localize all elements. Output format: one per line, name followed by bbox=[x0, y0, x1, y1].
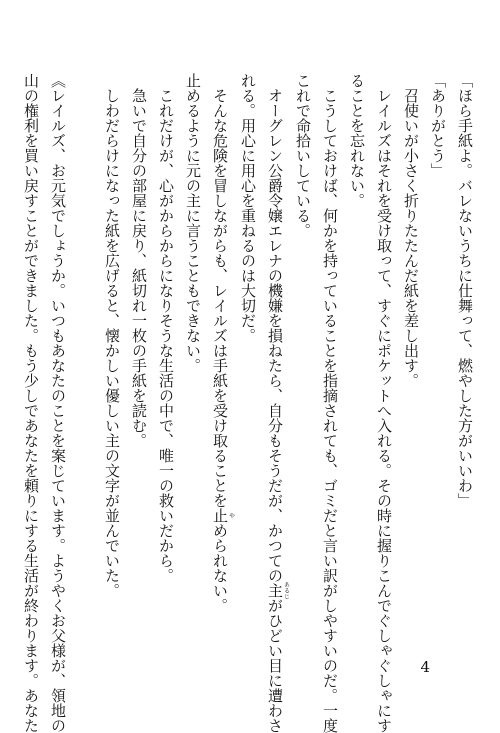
text-column: レイルズはそれを受け取って、すぐにポケットへ入れる。その時に握りこんでぐしゃぐしゃにす bbox=[375, 73, 393, 733]
text-column: こうしておけば、何かを持っていることを指摘されても、ゴミだと言い訳がしやすいのだ。一度 bbox=[321, 73, 339, 733]
text-column: 山の権利を買い戻すことができました。もう少しであなたを頼りにする生活が終わります。あなた bbox=[22, 73, 40, 733]
ruby-annotation: 止や bbox=[211, 508, 235, 523]
text-column: れる。用心に用心を重ねるのは大切だ。 bbox=[239, 73, 257, 343]
page-number: 4 bbox=[420, 658, 430, 676]
text-column: 「ほら手紙よ。バレないうちに仕舞って、燃やした方がいいわ」 bbox=[456, 73, 474, 508]
text-column: しわだらけになった紙を広げると、懐かしい優しい主の文字が並んでいた。 bbox=[103, 73, 121, 598]
text-column: オーグレン公爵令嬢エレナの機嫌を損ねたら、自分もそうだが、かつての主あるじがひどい目に遭わさ bbox=[266, 73, 290, 733]
text-column: そんな危険を冒しながらも、レイルズは手紙を受け取ることを止やめられない。 bbox=[211, 73, 235, 613]
text-column: 召使いが小さく折りたたんだ紙を差し出す。 bbox=[402, 73, 420, 388]
text-column: 止めるように元の主に言うこともできない。 bbox=[184, 73, 202, 373]
blank-column bbox=[71, 73, 98, 649]
text-column: 急いで自分の部屋に戻り、紙切れ一枚の手紙を読む。 bbox=[130, 73, 148, 448]
vertical-text-block bbox=[22, 73, 478, 733]
ruby-annotation: 主あるじ bbox=[266, 581, 290, 600]
text-column: 「ありがとう」 bbox=[429, 73, 447, 178]
text-column: これだけが、心がからからになりそうな生活の中で、唯一の救いだから。 bbox=[157, 73, 175, 583]
text-column: これで命拾いしている。 bbox=[294, 73, 312, 238]
text-column: 《レイルズ、お元気でしょうか。いつもあなたのことを案じています。ようやくお父様が、領地の bbox=[49, 73, 67, 733]
text-column: ることを忘れない。 bbox=[348, 73, 366, 208]
